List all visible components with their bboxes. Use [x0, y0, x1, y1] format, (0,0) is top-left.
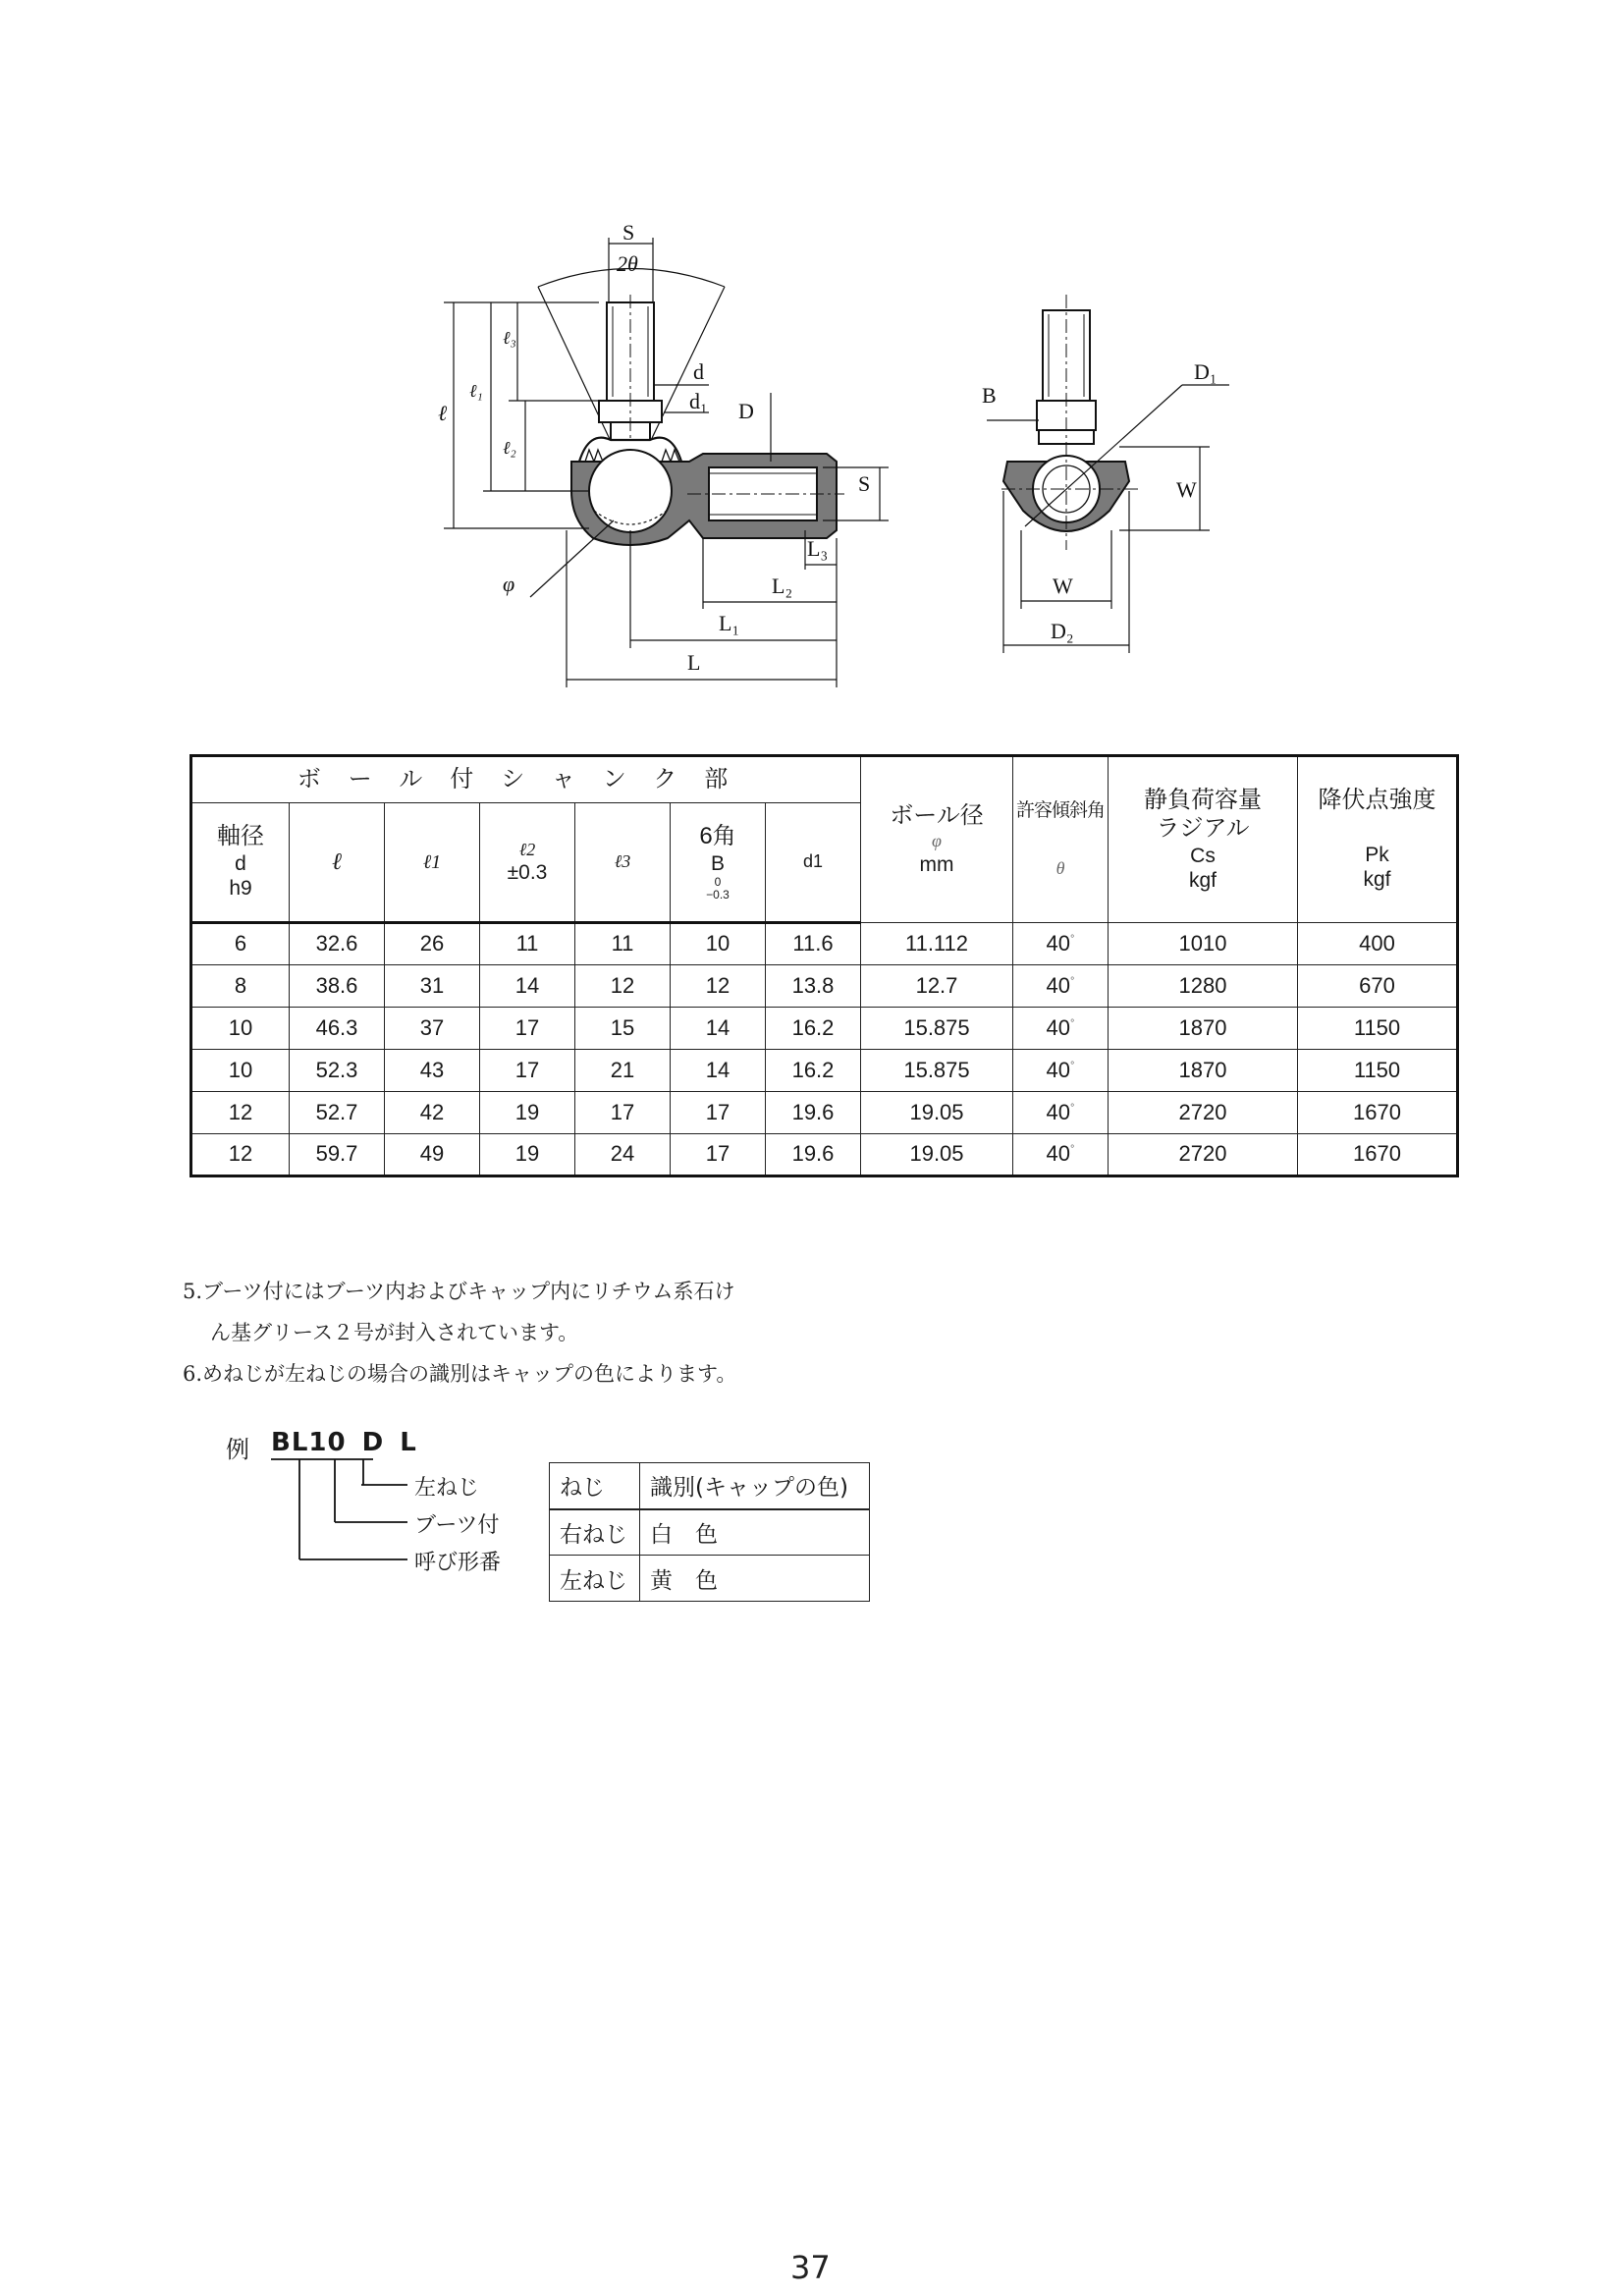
dim-label-l-horiz: L — [687, 650, 701, 675]
table-row: ねじ 識別(キャップの色) — [550, 1463, 870, 1509]
header-shaft: 軸径 d h9 — [191, 803, 290, 923]
dim-label-d1: d₁ — [689, 389, 708, 413]
dim-label-w-horiz: W — [1053, 574, 1073, 598]
note-5-line-2: ん基グリース２号が封入されています。 — [210, 1321, 579, 1344]
code-main: BL10 — [271, 1428, 347, 1457]
header-angle: 許容傾斜角 θ — [1013, 756, 1109, 923]
dim-label-big-d: D — [738, 399, 754, 423]
example-label: 例 — [226, 1436, 249, 1463]
header-yield: 降伏点強度 Pk kgf — [1298, 756, 1458, 923]
dim-label-l2: ℓ₂ — [503, 438, 516, 458]
cap-color-table — [549, 1462, 870, 1602]
header-l1: ℓ1 — [385, 803, 480, 923]
code-left-thread: L — [400, 1428, 417, 1457]
group-header: ボール付シャンク部 — [191, 756, 861, 803]
dim-label-l3: ℓ₃ — [503, 328, 516, 348]
header-load: 静負荷容量 ラジアル Cs kgf — [1109, 756, 1298, 923]
page-number: 37 — [790, 2249, 831, 2286]
dim-label-l3-horiz: L₃ — [807, 536, 829, 561]
rod-end-drawing — [0, 0, 1623, 707]
header-hex: 6角 B 0 −0.3 — [671, 803, 766, 923]
table-row: 10 52.3 43 17 21 14 16.2 15.875 40° 1870 1150 — [191, 1050, 1458, 1092]
table-row: 10 46.3 37 17 15 14 16.2 15.875 40° 1870 1150 — [191, 1008, 1458, 1050]
dim-label-l1: ℓ₁ — [469, 381, 483, 401]
dim-label-phi: φ — [503, 572, 515, 596]
note-5-line-1: 5.ブーツ付にはブーツ内およびキャップ内にリチウム系石け — [183, 1280, 735, 1303]
header-d1: d1 — [766, 803, 861, 923]
notes — [183, 1271, 1066, 1394]
dim-label-b: B — [982, 383, 997, 408]
spec-table — [189, 754, 1459, 1177]
header-ball: ボール径 φ mm — [861, 756, 1013, 923]
table-row: 右ねじ 白 色 — [550, 1509, 870, 1556]
dim-label-l2-horiz: L₂ — [772, 574, 793, 598]
dim-label-s-side: S — [858, 471, 871, 496]
dim-label-two-theta: 2θ — [617, 251, 638, 276]
dim-label-s-top: S — [622, 220, 635, 245]
table-row: 左ねじ 黄 色 — [550, 1556, 870, 1602]
dim-label-d: d — [693, 359, 704, 384]
dim-label-l1-horiz: L₁ — [719, 611, 740, 635]
table-row: 12 59.7 49 19 24 17 19.6 19.05 40° 2720 1670 — [191, 1134, 1458, 1176]
table-row: 6 32.6 26 11 11 10 11.6 11.112 40° 1010 400 — [191, 923, 1458, 965]
code-boot: D — [361, 1428, 385, 1457]
note-6: 6.めねじが左ねじの場合の識別はキャップの色によります。 — [183, 1362, 737, 1386]
dim-label-d2: D₂ — [1051, 619, 1074, 643]
dim-label-l: ℓ — [438, 401, 448, 425]
header-l2: ℓ2 ±0.3 — [480, 803, 575, 923]
dim-label-w-vert: W — [1176, 477, 1197, 502]
annotation-boot: ブーツ付 — [414, 1513, 500, 1538]
header-l3: ℓ3 — [575, 803, 671, 923]
header-l: ℓ — [290, 803, 385, 923]
table-row: 12 52.7 42 19 17 17 19.6 19.05 40° 2720 1670 — [191, 1092, 1458, 1134]
annotation-model: 呼び形番 — [414, 1551, 502, 1575]
table-row: 8 38.6 31 14 12 12 13.8 12.7 40° 1280 670 — [191, 965, 1458, 1008]
annotation-left-thread: 左ねじ — [414, 1476, 480, 1501]
dim-label-d1-side: D₁ — [1194, 359, 1217, 384]
